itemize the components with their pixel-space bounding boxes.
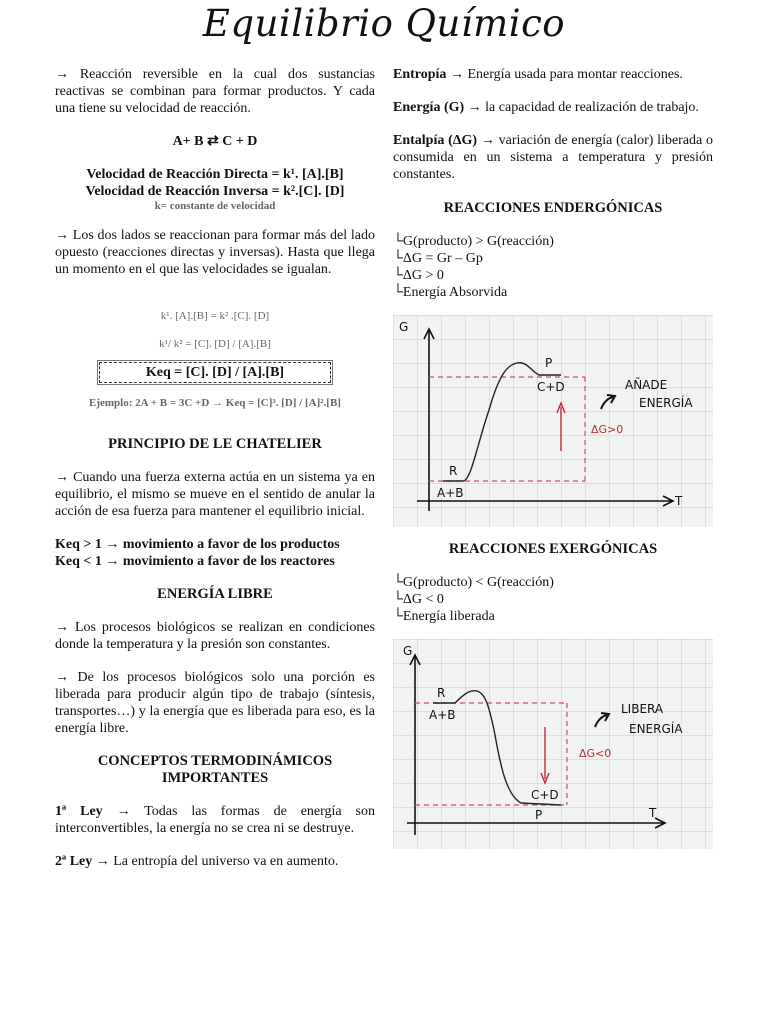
delta-g-label: ΔG<0 xyxy=(579,747,612,760)
chatelier-heading: PRINCIPIO DE LE CHATELIER xyxy=(108,436,322,452)
page-title: Equilibrio Químico xyxy=(202,2,566,45)
right-column xyxy=(393,66,713,849)
free-energy-paragraph: → De los procesos biológicos solo una porción es liberada para producir algún tipo de trabajo (síntesis, transportes…) y la energía que es liberada para eso, es la energía libre. xyxy=(55,670,375,736)
product-species: C+D xyxy=(531,788,559,802)
endergonic-item: └ΔG = Gr – Gp xyxy=(393,251,483,266)
exergonic-graph xyxy=(393,639,713,849)
first-law-paragraph xyxy=(55,803,375,837)
x-axis-label: T xyxy=(649,806,657,820)
delta-g-label: ΔG>0 xyxy=(591,423,624,436)
entropy-label: Entropía xyxy=(393,67,447,82)
keq-less-line: Keq < 1 → movimiento a favor de los reactores xyxy=(55,554,335,569)
keq-box: Keq = [C]. [D] / [A].[B] xyxy=(99,362,331,383)
endergonic-heading: REACCIONES ENDERGÓNICAS xyxy=(443,200,663,216)
first-law-text: → Todas las formas de energía son interconvertibles, la energía no se crea ni se destruye. xyxy=(55,804,376,836)
first-law-label: 1ª Ley xyxy=(55,804,103,819)
reactant-mark: R xyxy=(437,686,446,700)
exergonic-heading: REACCIONES EXERGÓNICAS xyxy=(448,541,658,557)
second-law-paragraph xyxy=(55,853,375,870)
y-axis-label: G xyxy=(399,320,409,334)
biological-processes-paragraph: → Los procesos biológicos se realizan en condiciones donde la temperatura y la presión son constantes. xyxy=(55,620,375,652)
equation-2: k¹/ k² = [C]. [D] / [A].[B] xyxy=(159,338,271,350)
product-mark: P xyxy=(535,808,543,822)
energy-label: Energía (G) xyxy=(393,100,465,115)
exergonic-item: └ΔG < 0 xyxy=(393,592,444,607)
example-equation: Ejemplo: 2A + B = 3C +D → Keq = [C]³. [D] / [A]².[B] xyxy=(89,397,341,409)
annotation-line-2: ENERGÍA xyxy=(639,396,693,410)
annotation-line-2: ENERGÍA xyxy=(629,722,683,736)
endergonic-graph xyxy=(393,315,713,527)
second-law-label: 2ª Ley xyxy=(55,854,93,869)
endergonic-item: └ΔG > 0 xyxy=(393,268,444,283)
enthalpy-text: → variación de energía (calor) liberada o consumida en un sistema a temperatura y presión constantes. xyxy=(393,133,714,182)
exergonic-list xyxy=(393,574,713,625)
endergonic-list xyxy=(393,233,713,301)
energy-paragraph xyxy=(393,99,713,116)
left-column xyxy=(55,66,375,870)
annotation-line-1: AÑADE xyxy=(625,378,668,392)
second-law-text: → La entropía del universo va en aumento. xyxy=(95,854,339,869)
energy-text: → la capacidad de realización de trabajo. xyxy=(467,100,699,115)
intro-paragraph: → Reacción reversible en la cual dos sustancias reactivas se combinan para formar productos. Y cada una tiene su velocidad de reacción. xyxy=(55,67,375,116)
annotation-line-1: LIBERA xyxy=(621,702,664,716)
y-axis-label: G xyxy=(403,644,413,658)
exergonic-item: └G(producto) < G(reacción) xyxy=(393,575,554,590)
enthalpy-paragraph xyxy=(393,132,713,183)
chatelier-paragraph: → Cuando una fuerza externa actúa en un sistema ya en equilibrio, el mismo se mueve en el sentido de anular la acción de esa fuerza para mantener el equilibrio inicial. xyxy=(55,470,375,519)
product-mark: P xyxy=(545,356,553,370)
endergonic-item: └G(producto) > G(reacción) xyxy=(393,234,554,249)
entropy-paragraph xyxy=(393,66,713,83)
reactant-species: A+B xyxy=(429,708,456,722)
enthalpy-label: Entalpía (ΔG) xyxy=(393,133,478,148)
exergonic-item: └Energía liberada xyxy=(393,609,495,624)
reaction-equation: A+ B ⇄ C + D xyxy=(172,134,258,149)
product-species: C+D xyxy=(537,380,565,394)
k-note: k= constante de velocidad xyxy=(154,200,276,212)
free-energy-heading: ENERGÍA LIBRE xyxy=(157,586,273,602)
reactant-species: A+B xyxy=(437,486,464,500)
reactant-mark: R xyxy=(449,464,458,478)
x-axis-label: T xyxy=(675,494,683,508)
inverse-rate-equation: Velocidad de Reacción Inversa = k².[C]. [D] xyxy=(85,184,345,199)
thermodynamic-concepts-heading: CONCEPTOS TERMODINÁMICOS IMPORTANTES xyxy=(97,753,333,786)
equation-1: k¹. [A].[B] = k² .[C]. [D] xyxy=(160,310,270,322)
keq-greater-line: Keq > 1 → movimiento a favor de los productos xyxy=(55,537,340,552)
entropy-text: → Energía usada para montar reacciones. xyxy=(449,67,683,82)
direct-rate-equation: Velocidad de Reacción Directa = k¹. [A].[B] xyxy=(86,167,344,182)
endergonic-item: └Energía Absorvida xyxy=(393,285,508,300)
sides-paragraph: → Los dos lados se reaccionan para formar más del lado opuesto (reacciones directas y inversas). Hasta que llega un momento en el que las velocidades se igualan. xyxy=(55,228,375,277)
